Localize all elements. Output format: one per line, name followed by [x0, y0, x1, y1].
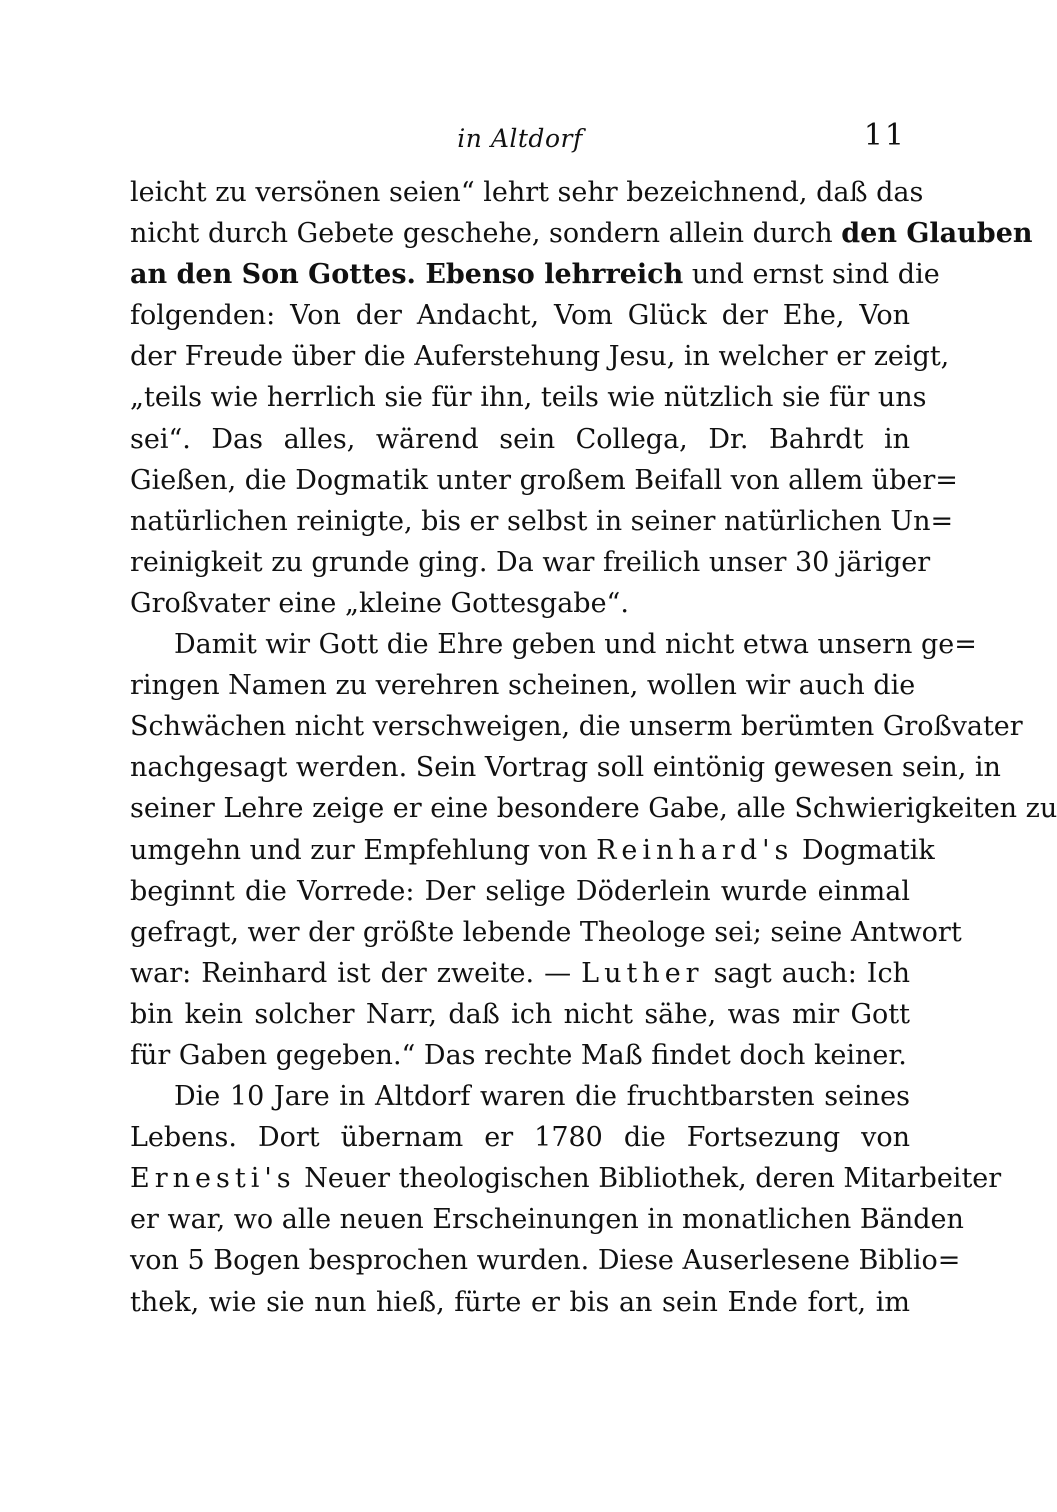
bold-text-segment: den Glauben	[841, 218, 1033, 250]
text-segment: umgehn und zur Empfehlung von	[130, 834, 588, 866]
text-line: der Freude über die Auferstehung Jesu, in welcher er zeigt,	[130, 341, 950, 373]
text-line: Lebens. Dort übernam er 1780 die Fortsezung von	[130, 1122, 910, 1154]
text-line: leicht zu versönen seien“ lehrt sehr bezeichnend, daß das	[130, 177, 924, 208]
text-line: nachgesagt werden. Sein Vortrag soll eintönig gewesen sein, in	[130, 752, 1001, 784]
paragraph-2	[130, 624, 1057, 1076]
text-line: thek, wie sie nun hieß, fürte er bis an sein Ende fort, im	[130, 1286, 910, 1318]
text-line: seiner Lehre zeige er eine besondere Gabe, alle Schwierigkeiten zu	[130, 793, 1057, 825]
text-line: von 5 Bogen besprochen wurden. Diese Auserlesene Biblio=	[130, 1245, 961, 1277]
text-line: Großvater eine „kleine Gottesgabe“.	[130, 587, 629, 619]
text-line	[130, 254, 940, 295]
text-line: er war, wo alle neuen Erscheinungen in monatlichen Bänden	[130, 1204, 964, 1236]
spaced-name-segment: Reinhard's	[596, 834, 794, 866]
text-line: Die 10 Jare in Altdorf waren die fruchtbarsten seines	[174, 1081, 910, 1113]
text-line: sei“. Das alles, wärend sein Collega, Dr. Bahrdt in	[130, 423, 910, 455]
paragraph-1	[130, 172, 1033, 624]
text-line: Gießen, die Dogmatik unter großem Beifall von allem über=	[130, 464, 958, 496]
text-line: beginnt die Vorrede: Der selige Döderlein wurde einmal	[130, 875, 910, 907]
text-line	[130, 830, 935, 871]
text-segment: Neuer theologischen Bibliothek, deren Mitarbeiter	[304, 1163, 1002, 1195]
text-line: folgenden: Von der Andacht, Vom Glück der Ehe, Von	[130, 300, 910, 332]
spaced-name-segment: Ernesti's	[130, 1163, 296, 1195]
spaced-name-segment: Luther	[581, 957, 704, 989]
bold-text-segment: an den Son Gottes. Ebenso lehrreich	[130, 259, 684, 291]
text-line	[130, 953, 910, 994]
paragraph-3	[130, 1076, 1002, 1323]
text-line	[130, 1158, 1002, 1199]
text-line	[130, 213, 1033, 254]
text-segment: Dogmatik	[801, 834, 935, 866]
text-line: gefragt, wer der größte lebende Theologe sei; seine Antwort	[130, 916, 962, 948]
text-segment: nicht durch Gebete geschehe, sondern allein durch	[130, 218, 833, 250]
text-line: für Gaben gegeben.“ Das rechte Maß findet doch keiner.	[130, 1039, 907, 1071]
body-text	[130, 172, 1057, 1323]
running-title: in Altdorf	[457, 124, 583, 153]
text-line: Schwächen nicht verschweigen, die unserm berümten Großvater	[130, 711, 1023, 743]
running-head	[130, 118, 910, 158]
text-line: ringen Namen zu verehren scheinen, wollen wir auch die	[130, 670, 916, 702]
text-segment: war: Reinhard ist der zweite. —	[130, 957, 572, 989]
text-line: natürlichen reinigte, bis er selbst in seiner natürlichen Un=	[130, 505, 954, 537]
text-line: reinigkeit zu grunde ging. Da war freilich unser 30 järiger	[130, 546, 931, 578]
page-number: 11	[863, 118, 906, 153]
text-line: „teils wie herrlich sie für ihn, teils wie nützlich sie für uns	[130, 382, 927, 414]
text-segment: und ernst sind die	[691, 259, 940, 291]
text-line: Damit wir Gott die Ehre geben und nicht etwa unsern ge=	[174, 629, 977, 661]
text-segment: sagt auch: Ich	[713, 957, 910, 989]
text-line: bin kein solcher Narr, daß ich nicht sähe, was mir Gott	[130, 998, 910, 1030]
